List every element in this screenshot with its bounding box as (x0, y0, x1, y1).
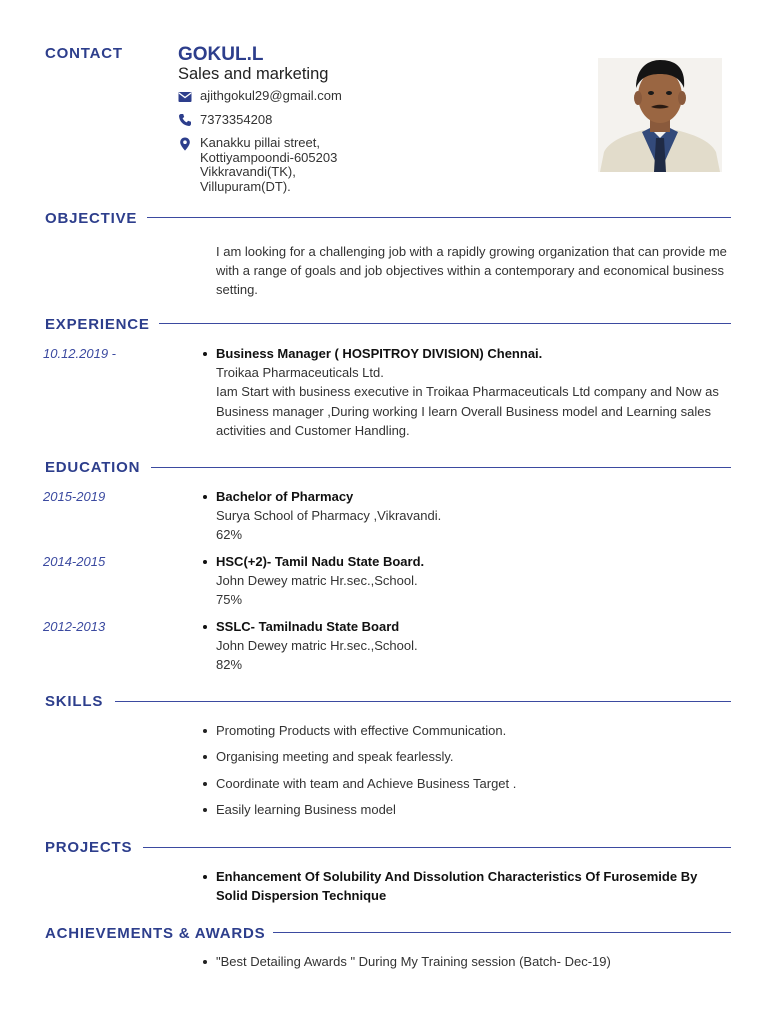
candidate-role: Sales and marketing (178, 65, 329, 83)
degree-title: SSLC- Tamilnadu State Board (216, 617, 736, 636)
education-entry (216, 552, 736, 610)
education-date: 2015-2019 (43, 489, 106, 504)
email-icon (178, 90, 192, 104)
job-description: Iam Start with business executive in Troikaa Pharmaceuticals Ltd company and Now as Business manager ,During working I learn Overall Business model and Learning sales activities and Customer Handling. (216, 384, 719, 438)
skill-item: Coordinate with team and Achieve Business Target . (216, 774, 736, 793)
company-name: Troikaa Pharmaceuticals Ltd. (216, 365, 384, 381)
contact-heading: CONTACT (45, 45, 123, 62)
education-heading: EDUCATION (45, 459, 141, 476)
education-divider (151, 467, 731, 468)
objective-text: I am looking for a challenging job with a rapidly growing organization that can provide me with a range of goals and job objectives within a contemporary and economical business setting. (216, 244, 727, 298)
address-line: Kanakku pillai street, (200, 135, 320, 150)
experience-entry (216, 344, 732, 440)
skills-heading: SKILLS (45, 693, 104, 710)
school-name: Surya School of Pharmacy ,Vikravandi. (216, 508, 442, 524)
education-entry (216, 487, 736, 545)
projects-divider (143, 847, 731, 848)
profile-photo (598, 58, 722, 172)
score: 62% (216, 527, 243, 543)
skills-divider (115, 701, 731, 702)
phone-icon (178, 113, 192, 127)
score: 82% (216, 657, 243, 673)
address-line: Villupuram(DT). (200, 178, 291, 194)
score: 75% (216, 592, 243, 608)
skill-item: Easily learning Business model (216, 800, 736, 819)
school-name: John Dewey matric Hr.sec.,School. (216, 638, 418, 654)
experience-date: 10.12.2019 - (43, 346, 117, 361)
education-date: 2014-2015 (43, 554, 106, 569)
experience-heading: EXPERIENCE (45, 316, 150, 333)
achievements-list (216, 952, 736, 971)
achievement-item: "Best Detailing Awards " During My Training session (Batch- Dec-19) (216, 952, 736, 971)
email-text[interactable]: ajithgokul29@gmail.com (200, 88, 342, 103)
project-item: Enhancement Of Solubility And Dissolution Characteristics Of Furosemide By Solid Dispersion Technique (216, 867, 726, 905)
objective-divider (147, 217, 731, 218)
achievements-divider (273, 932, 731, 933)
projects-heading: PROJECTS (45, 839, 133, 856)
experience-divider (159, 323, 731, 324)
school-name: John Dewey matric Hr.sec.,School. (216, 573, 418, 589)
address-line: Vikkravandi(TK), (200, 164, 296, 179)
skills-list (216, 721, 736, 819)
phone-text[interactable]: 7373354208 (200, 112, 273, 127)
job-title: Business Manager ( HOSPITROY DIVISION) Chennai. (216, 344, 732, 363)
objective-heading: OBJECTIVE (45, 210, 138, 227)
degree-title: HSC(+2)- Tamil Nadu State Board. (216, 552, 736, 571)
location-pin-icon (178, 137, 192, 151)
education-date: 2012-2013 (43, 619, 106, 634)
skill-item: Promoting Products with effective Communication. (216, 721, 736, 740)
projects-list (216, 867, 726, 905)
skill-item: Organising meeting and speak fearlessly. (216, 747, 736, 766)
address-block (200, 136, 337, 194)
candidate-name: GOKUL.L (178, 44, 264, 65)
degree-title: Bachelor of Pharmacy (216, 487, 736, 506)
education-entry (216, 617, 736, 675)
achievements-heading: ACHIEVEMENTS & AWARDS (45, 925, 266, 942)
address-line: Kottiyampoondi-605203 (200, 149, 338, 165)
